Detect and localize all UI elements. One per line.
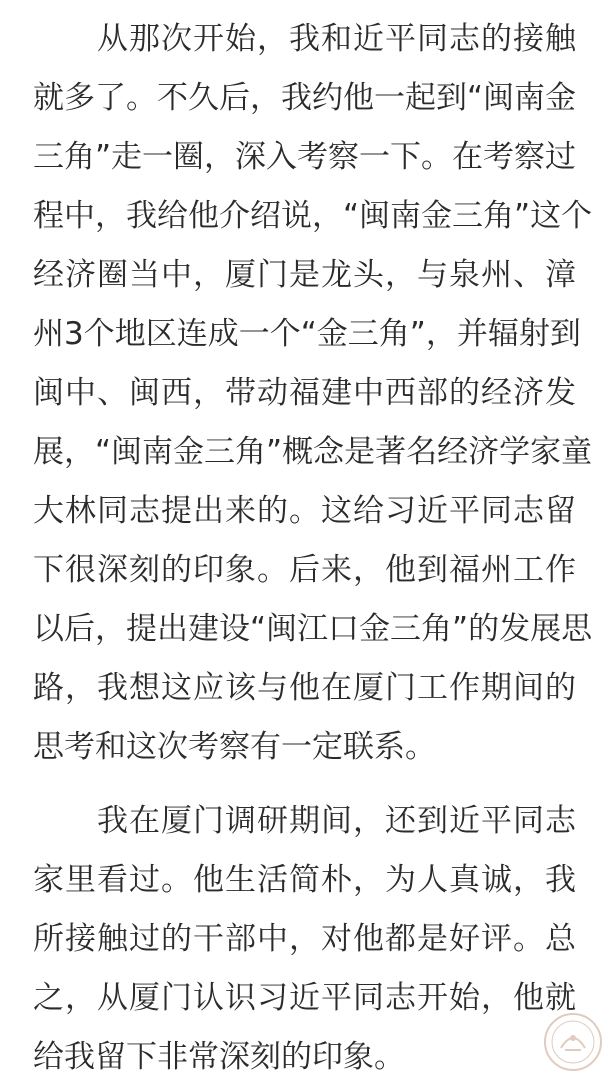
paragraph-1-line-1: 从那次开始，我和近平同志的接触 xyxy=(97,21,576,57)
paragraph-1-line-5: 经济圈当中，厦门是龙头，与泉州、漳 xyxy=(33,257,576,293)
paragraph-1-line-3: 三角”走一圈，深入考察一下。在考察过 xyxy=(33,139,577,175)
paragraph-1-line-12: 路，我想这应该与他在厦门工作期间的 xyxy=(33,670,576,706)
paragraph-1-line-4: 程中，我给他介绍说，“闽南金三角”这个 xyxy=(33,198,593,234)
paragraph-2-line-4: 之，从厦门认识习近平同志开始，他就 xyxy=(33,980,576,1016)
paragraph-1-line-6: 州3个地区连成一个“金三角”，并辐射到 xyxy=(33,316,581,352)
paragraph-1-line-10: 下很深刻的印象。后来，他到福州工作 xyxy=(33,552,576,588)
paragraph-1-line-11: 以后，提出建设“闽江口金三角”的发展思 xyxy=(33,611,593,647)
paragraph-2-line-1: 我在厦门调研期间，还到近平同志 xyxy=(97,803,576,839)
paragraph-1-line-8: 展，“闽南金三角”概念是著名经济学家童 xyxy=(33,434,593,470)
paragraph-1-line-9: 大林同志提出来的。这给习近平同志留 xyxy=(33,493,576,529)
circular-seal-logo-icon xyxy=(543,1012,603,1072)
paragraph-1-line-13: 思考和这次考察有一定联系。 xyxy=(33,729,436,765)
paragraph-1-line-2: 就多了。不久后，我约他一起到“闽南金 xyxy=(33,80,577,116)
paragraph-2-line-2: 家里看过。他生活简朴，为人真诚，我 xyxy=(33,862,576,898)
paragraph-1-line-7: 闽中、闽西，带动福建中西部的经济发 xyxy=(33,375,576,411)
paragraph-2-line-3: 所接触过的干部中，对他都是好评。总 xyxy=(33,921,576,957)
paragraph-2-line-5: 给我留下非常深刻的印象。 xyxy=(33,1039,405,1075)
